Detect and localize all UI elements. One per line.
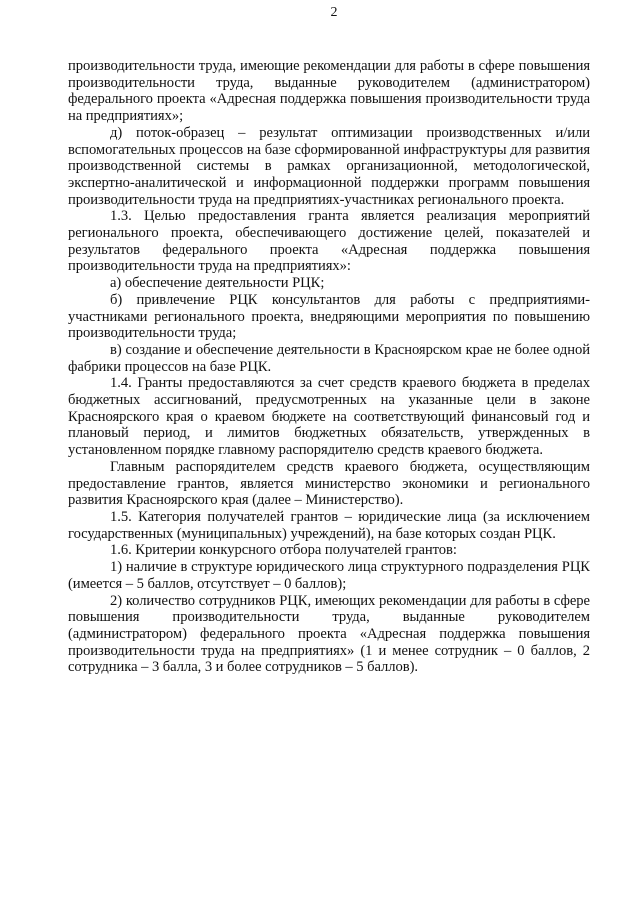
paragraph-1-6-1: 1) наличие в структуре юридического лица структурного подразделения РЦК (имеется – 5 баллов, отсутствует – 0 баллов); — [68, 559, 590, 592]
paragraph-1-5: 1.5. Категория получателей грантов – юридические лица (за исключением государственных (муниципальных) учреждений), на базе которых создан РЦК. — [68, 508, 590, 542]
paragraph-1-6-2: 2) количество сотрудников РЦК, имеющих рекомендации для работы в сфере повышения производительности труда, выданные руководителем (администратором) федерального проекта «Адресная поддержка повышения производительности труда на предприятиях» (1 и менее сотрудник – 0 баллов, 2 сотрудника – 3 балла, 3 и более сотрудников – 5 баллов). — [68, 592, 590, 676]
paragraph-1-6: 1.6. Критерии конкурсного отбора получателей грантов: — [110, 542, 457, 559]
paragraph-1-3-a: а) обеспечение деятельности РЦК; — [110, 275, 325, 292]
paragraph-continuation: производительности труда, имеющие рекомендации для работы в сфере повышения производительности труда, выданные руководителем (администратором) федерального проекта «Адресная поддержка повышения производительности труда на предприятиях»; — [68, 58, 590, 125]
page-number: 2 — [330, 5, 338, 20]
paragraph-main-administrator: Главным распорядителем средств краевого бюджета, осуществляющим предоставление грантов, является министерство экономики и регионального развития Красноярского края (далее – Министерство). — [68, 458, 590, 509]
paragraph-1-3-v: в) создание и обеспечение деятельности в Красноярском крае не более одной фабрики процессов на базе РЦК. — [68, 341, 590, 375]
paragraph-item-d: д) поток-образец – результат оптимизации производственных и/или вспомогательных процессов на базе сформированной инфраструктуры для развития производственной системы в рамках организационной, методологической, экспертно-аналитической и информационной поддержки программ повышения производительности труда на предприятиях-участниках регионального проекта. — [68, 124, 590, 208]
paragraph-1-3-b: б) привлечение РЦК консультантов для работы с предприятиями-участниками регионального проекта, внедряющими мероприятия по повышению производительности труда; — [68, 291, 590, 342]
document-body — [68, 58, 590, 676]
paragraph-1-4: 1.4. Гранты предоставляются за счет средств краевого бюджета в пределах бюджетных ассигнований, предусмотренных на указанные цели в законе Красноярского края о краевом бюджете на соответствующий финансовый год и плановый период, и лимитов бюджетных обязательств, утвержденных в установленном порядке главному распорядителю средств краевого бюджета. — [68, 375, 590, 459]
paragraph-1-3: 1.3. Целью предоставления гранта является реализация мероприятий регионального проекта, обеспечивающего достижение целей, показателей и результатов федерального проекта «Адресная поддержка повышения производительности труда на предприятиях»: — [68, 208, 590, 275]
